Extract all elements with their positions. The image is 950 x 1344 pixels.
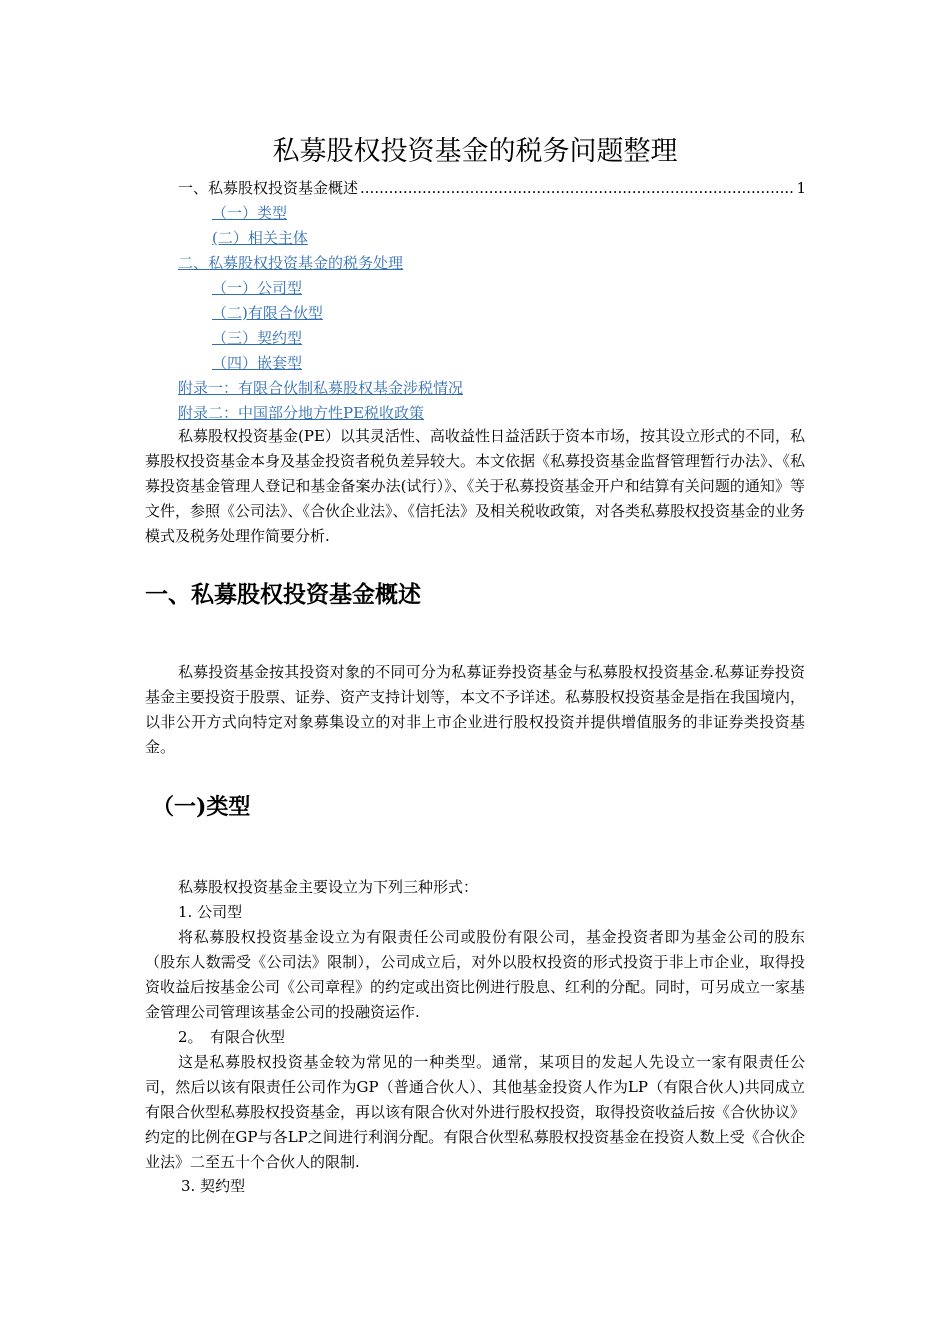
toc-item-tax-wrap bbox=[178, 251, 806, 276]
toc-link-contractual[interactable]: （三）契约型 bbox=[212, 329, 303, 347]
toc-link-appendix-2[interactable]: 附录二：中国部分地方性PE税收政策 bbox=[178, 404, 425, 422]
type-1-label: 1. 公司型 bbox=[178, 903, 243, 921]
document-title: 私募股权投资基金的税务问题整理 bbox=[272, 136, 678, 167]
toc-item-overview-label: 一、私募股权投资基金概述 bbox=[178, 179, 359, 197]
toc-link-tax-treatment[interactable]: 二、私募股权投资基金的税务处理 bbox=[178, 254, 404, 272]
toc-item-corporate-wrap bbox=[178, 276, 806, 301]
toc-item-appendix2-wrap bbox=[178, 401, 806, 426]
toc-dot-leader bbox=[360, 176, 794, 201]
toc-item-contract-wrap bbox=[178, 326, 806, 351]
toc-item-nested-wrap bbox=[178, 351, 806, 376]
toc-item-entities-wrap bbox=[178, 226, 806, 251]
toc-link-appendix-1[interactable]: 附录一：有限合伙制私募股权基金涉税情况 bbox=[178, 379, 464, 397]
toc-link-corporate[interactable]: （一）公司型 bbox=[212, 279, 303, 297]
overview-paragraph: 私募投资基金按其投资对象的不同可分为私募证券投资基金与私募股权投资基金.私募证券投资基金主要投资于股票、证券、资产支持计划等，本文不予详述。私募股权投资基金是指在我国境内，以非公开方式向特定对象募集设立的对非上市企业进行股权投资并提供增值服务的非证券类投资基金。 bbox=[145, 663, 806, 756]
toc-link-limited-partnership[interactable]: （二)有限合伙型 bbox=[212, 304, 323, 322]
toc-item-types-wrap bbox=[178, 201, 806, 226]
table-of-contents bbox=[178, 176, 806, 426]
toc-link-nested[interactable]: （四）嵌套型 bbox=[212, 354, 303, 372]
intro-paragraph: 私募股权投资基金(PE）以其灵活性、高收益性日益活跃于资本市场，按其设立形式的不同，私募股权投资基金本身及基金投资者税负差异较大。本文依据《私募投资基金监督管理暂行办法》、《私募投资基金管理人登记和基金备案办法(试行）》、《关于私募投资基金开户和结算有关问题的通知》等文件，参照《公司法》、《合伙企业法》、《信托法》及相关税收政策，对各类私募股权投资基金的业务模式及税务处理作简要分析. bbox=[145, 427, 806, 545]
toc-item-partnership-wrap bbox=[178, 301, 806, 326]
subsection-heading-types: （一)类型 bbox=[152, 794, 251, 820]
section-heading-overview: 一、私募股权投资基金概述 bbox=[145, 581, 421, 608]
type-2-label: 2。 有限合伙型 bbox=[178, 1028, 286, 1046]
toc-link-types[interactable]: （一）类型 bbox=[212, 204, 288, 222]
type-1-paragraph: 将私募股权投资基金设立为有限责任公司或股份有限公司，基金投资者即为基金公司的股东（股东人数需受《公司法》限制），公司成立后，对外以股权投资的形式投资于非上市企业，取得投资收益后按基金公司《公司章程》的约定或出资比例进行股息、红利的分配。同时，可另成立一家基金管理公司管理该基金公司的投融资运作. bbox=[145, 928, 806, 1021]
toc-item-overview[interactable] bbox=[178, 176, 806, 201]
toc-item-appendix1-wrap bbox=[178, 376, 806, 401]
toc-item-overview-page: 1 bbox=[796, 179, 806, 197]
toc-link-related-entities[interactable]: (二）相关主体 bbox=[212, 229, 308, 247]
type-3-label: 3. 契约型 bbox=[181, 1177, 246, 1195]
types-intro-line: 私募股权投资基金主要设立为下列三种形式： bbox=[178, 878, 479, 896]
type-2-paragraph: 这是私募股权投资基金较为常见的一种类型。通常，某项目的发起人先设立一家有限责任公司，然后以该有限责任公司作为GP（普通合伙人）、其他基金投资人作为LP（有限合伙人)共同成立有限合伙型私募股权投资基金，再以该有限合伙对外进行股权投资，取得投资收益后按《合伙协议》约定的比例在GP与各LP之间进行利润分配。有限合伙型私募股权投资基金在投资人数上受《合伙企业法》二至五十个合伙人的限制. bbox=[145, 1053, 806, 1171]
